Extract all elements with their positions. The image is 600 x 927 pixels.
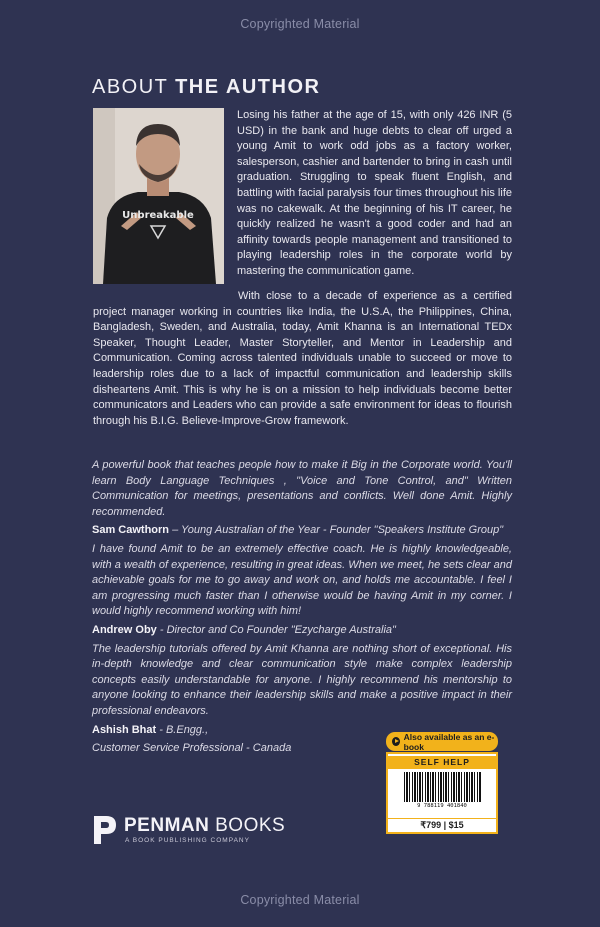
watermark-bottom: Copyrighted Material	[240, 893, 360, 907]
reviewer-role-2: - Director and Co Founder "Ezycharge Australia"	[156, 623, 396, 636]
reviewer-1	[92, 523, 512, 539]
publisher-name-bold: PENMAN	[124, 815, 210, 836]
review-quote-2: I have found Amit to be an extremely effective coach. He is highly knowledgeable, with a wealth of experience, resulting in great ideas. When we meet, he sets clear and achievable goals for me to go away and work on, and holds me accountable. I feel I am progressing much faster than I otherwise would be having Amit in my corner. I would highly recommend working with him!	[92, 542, 512, 618]
reviews-section	[92, 458, 512, 757]
author-photo	[93, 108, 224, 284]
publisher-name-light: BOOKS	[209, 815, 286, 836]
bio-paragraph-2: With close to a decade of experience as a certified project manager working in countries like India, the U.S.A, the Philippines, China, Bangladesh, Sweden, and Australia, today, Amit Khanna is an International TEDx Speaker, Thought Leader, Master Storyteller, and Mentor in Leadership and Communication. Coming across talented individuals unable to succeed or move to leadership roles due to a lack of impactful communication and leadership skills disheartens Amit. This is why he is on a mission to help individuals become better communicators and Leaders who can provide a safe environment for ideas to flourish through his B.I.G. Believe-Improve-Grow framework.	[93, 290, 512, 427]
isbn-number: 9 788119 401840	[417, 803, 467, 809]
review-quote-1: A powerful book that teaches people how to make it Big in the Corporate world. You'll learn Body Language Techniques , "Voice and Tone Control, and" Written Communication for meetings, presentations and conflicts. Well done Amit. Highly recommended.	[92, 459, 512, 518]
publisher-logo	[92, 812, 332, 848]
review-quote-3: The leadership tutorials offered by Amit Khanna are nothing short of exceptional. His in-depth knowledge and clear communication style make complex leadership concepts easily understandable for anyone. I highly recommend his mentorship to anyone looking to enhance their leadership skills and make a positive impact in their professional endeavors.	[92, 642, 512, 717]
reviewer-role-3: - B.Engg.,	[156, 723, 209, 736]
barcode-icon	[404, 772, 482, 802]
reviewer-2	[92, 623, 512, 639]
title-light: ABOUT	[92, 76, 176, 98]
shirt-text: Unbreakable	[122, 210, 194, 221]
ebook-badge	[386, 732, 498, 751]
publisher-name	[124, 815, 285, 837]
publisher-tagline: A BOOK PUBLISHING COMPANY	[125, 837, 250, 844]
title-bold: THE AUTHOR	[175, 76, 321, 98]
reviewer-name-3: Ashish Bhat	[92, 723, 157, 736]
genre-label: SELF HELP	[388, 756, 496, 769]
bio-paragraph-1: Losing his father at the age of 15, with only 426 INR (5 USD) in the bank and huge debts to clear off urged a young Amit to work odd jobs as a factory worker, salesperson, cashier and bartender to bring in cash until graduation. Struggling to speak fluent English, and battling with facial paralysis four times throughout his life was no cakewalk. At the beginning of his IT career, he quickly realized he wasn't a good coder and had an affinity towards people management and transitioned to playing leadership roles in the corporate world by mastering the communication game.	[237, 109, 512, 277]
reviewer-role-1: – Young Australian of the Year - Founder "Speakers Institute Group"	[169, 524, 504, 537]
barcode-box	[386, 752, 498, 820]
price-label: ₹799 | $15	[386, 819, 498, 834]
play-icon	[392, 737, 400, 746]
section-title	[92, 76, 320, 99]
watermark-top: Copyrighted Material	[240, 17, 360, 31]
reviewer-name-2: Andrew Oby	[92, 623, 157, 636]
ebook-label: Also available as an e-book	[403, 731, 495, 752]
reviewer-3-line2: Customer Service Professional - Canada	[92, 742, 292, 755]
publisher-mark-icon	[92, 814, 118, 846]
reviewer-name-1: Sam Cawthorn	[92, 524, 170, 537]
